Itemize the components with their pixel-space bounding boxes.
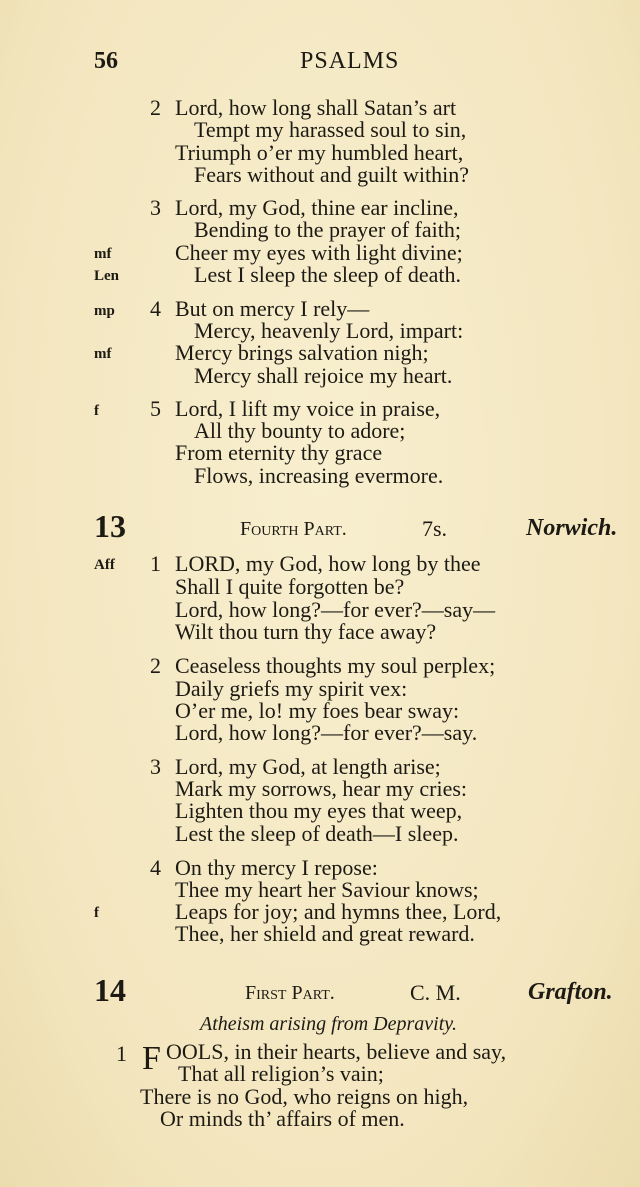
hymn-meter: C. M. [410,980,461,1005]
dynamic-mark: mf [94,346,112,362]
running-title: PSALMS [300,48,400,74]
hymn-line: Lord, how long shall Satan’s art [175,95,457,120]
hymn-line: Lord, I lift my voice in praise, [175,396,441,421]
page-number: 56 [94,48,118,74]
tempo-mark: Len [94,268,120,284]
hymn-line: Mercy, heavenly Lord, impart: [194,318,464,343]
hymn-line: Daily griefs my spirit vex: [175,676,408,701]
expression-mark: Aff [94,557,115,573]
dynamic-mark: f [94,905,99,921]
hymn-line: Lighten thou my eyes that weep, [175,798,463,823]
hymn-line: Lord, how long?—for ever?—say— [175,597,496,622]
hymn-subtitle: Atheism arising from Depravity. [200,1013,458,1035]
tune-name: Grafton. [528,979,613,1005]
hymn-line: Fears without and guilt within? [194,162,469,187]
hymn-line: Thee my heart her Saviour knows; [175,877,479,902]
hymn-meter: 7s. [422,516,448,541]
hymn-line: From eternity thy grace [175,440,383,465]
hymn-line: Lord, how long?—for ever?—say. [175,720,478,745]
stanza-number: 4 [150,855,161,880]
hymn-line: Lord, my God, thine ear incline, [175,195,459,220]
dynamic-mark: f [94,403,99,419]
hymn-number: 13 [94,508,126,544]
hymn-line: Mercy shall rejoice my heart. [194,363,453,388]
hymn-line: Triumph o’er my humbled heart, [175,140,464,165]
tune-name: Norwich. [526,515,618,541]
hymn-line: Lest I sleep the sleep of death. [194,262,461,287]
stanza-number: 2 [150,653,161,678]
stanza-number: 2 [150,95,161,120]
hymn-number: 14 [94,972,126,1008]
hymn-line: Lest the sleep of death—I sleep. [175,821,459,846]
hymn-line: Shall I quite forgotten be? [175,574,405,599]
hymn-line: Thee, her shield and great reward. [175,921,475,946]
hymn-line: Bending to the prayer of faith; [194,217,461,242]
dynamic-mark: mf [94,246,112,262]
stanza-number: 1 [150,551,161,576]
hymn-line: All thy bounty to adore; [194,418,406,443]
hymn-line: Flows, increasing evermore. [194,463,444,488]
dynamic-mark: mp [94,303,115,319]
hymn-line: Tempt my harassed soul to sin, [194,117,467,142]
hymn-line: That all religion’s vain; [178,1061,384,1086]
hymn-part: First Part. [245,982,335,1004]
stanza-number: 1 [116,1041,127,1066]
hymn-line: Cheer my eyes with light divine; [175,240,463,265]
stanza-number: 3 [150,195,161,220]
hymn-line: There is no God, who reigns on high, [140,1084,469,1109]
hymn-line: Lord, my God, at length arise; [175,754,441,779]
drop-cap: F [142,1040,161,1077]
hymn-part: Fourth Part. [240,518,347,540]
hymn-line: Leaps for joy; and hymns thee, Lord, [175,899,502,924]
hymn-line: LORD, my God, how long by thee [175,551,481,576]
hymn-line: Mercy brings salvation nigh; [175,340,429,365]
stanza-number: 4 [150,296,161,321]
hymn-line: OOLS, in their hearts, believe and say, [166,1039,507,1064]
hymn-line: Wilt thou turn thy face away? [175,619,437,644]
hymn-line: Or minds th’ affairs of men. [160,1106,405,1131]
stanza-number: 3 [150,754,161,779]
hymn-line: Mark my sorrows, hear my cries: [175,776,468,801]
hymn-line: On thy mercy I repose: [175,855,378,880]
hymn-line: O’er me, lo! my foes bear sway: [175,698,460,723]
stanza-number: 5 [150,396,161,421]
hymn-line: Ceaseless thoughts my soul perplex; [175,653,496,678]
hymn-line: But on mercy I rely— [175,296,370,321]
